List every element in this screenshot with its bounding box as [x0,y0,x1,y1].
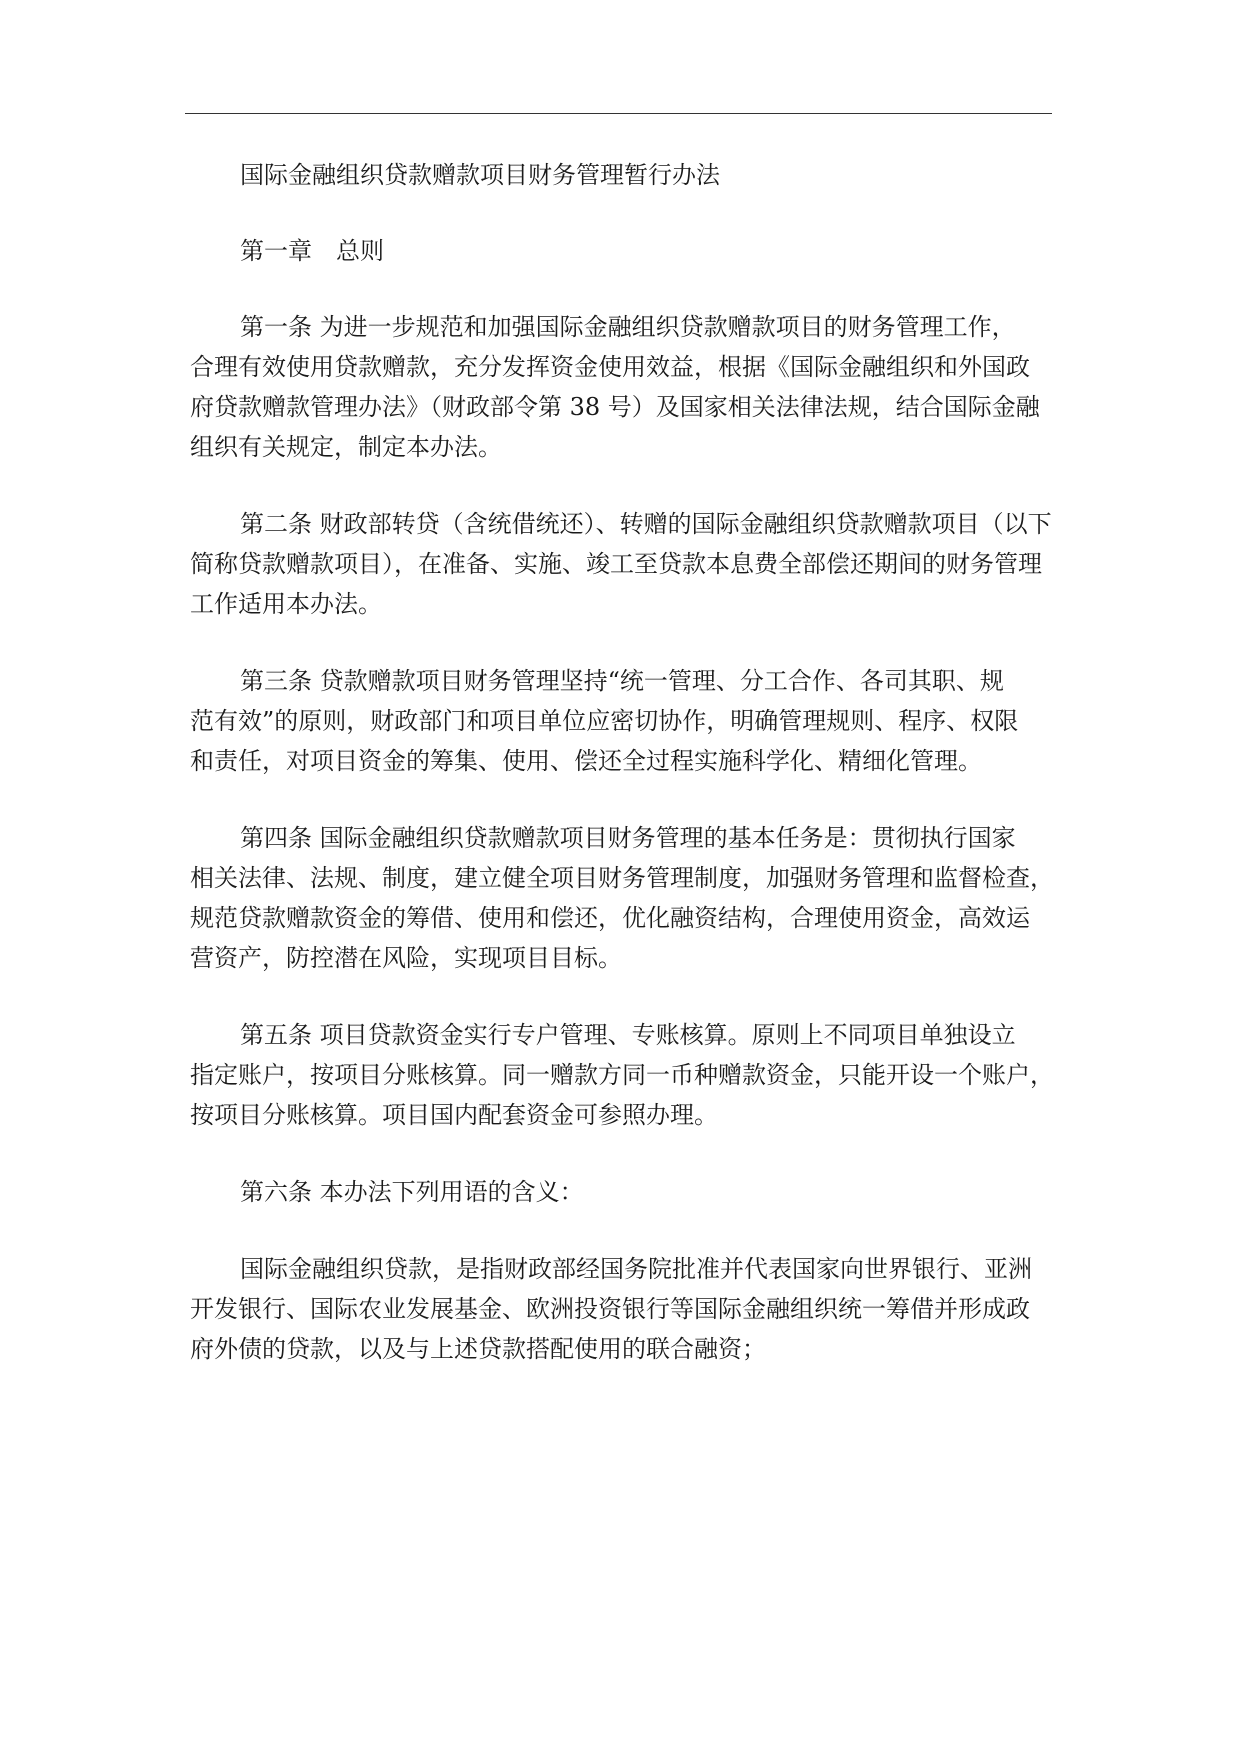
article-line: 和责任，对项目资金的筹集、使用、偿还全过程实施科学化、精细化管理。 [190,747,982,775]
article-3 [190,661,1052,781]
spacer [190,978,1052,1015]
chapter-heading: 第一章 总则 [240,237,384,265]
article-line: 简称贷款赠款项目），在准备、实施、竣工至贷款本息费全部偿还期间的财务管理 [190,550,1042,578]
spacer [190,1135,1052,1172]
article-line: 国际金融组织贷款，是指财政部经国务院批准并代表国家向世界银行、亚洲 [240,1255,1032,1283]
article-4 [190,818,1052,978]
article-line: 按项目分账核算。项目国内配套资金可参照办理。 [190,1101,718,1129]
article-line: 相关法律、法规、制度，建立健全项目财务管理制度，加强财务管理和监督检查， [190,864,1054,892]
article-line: 第五条 项目贷款资金实行专户管理、专账核算。原则上不同项目单独设立 [240,1021,1016,1049]
article-line: 府贷款赠款管理办法》（财政部令第 38 号）及国家相关法律法规，结合国际金融 [190,393,1040,421]
spacer [190,271,1052,307]
article-2 [190,504,1052,624]
article-1 [190,307,1052,467]
spacer [190,467,1052,504]
article-5 [190,1015,1052,1135]
document-body [190,155,1052,1369]
article-line: 第二条 财政部转贷（含统借统还）、转赠的国际金融组织贷款赠款项目（以下 [240,510,1052,538]
article-line: 组织有关规定，制定本办法。 [190,433,502,461]
spacer [190,1212,1052,1249]
article-line: 第一条 为进一步规范和加强国际金融组织贷款赠款项目的财务管理工作， [240,313,1016,341]
spacer [190,781,1052,818]
article-line: 府外债的贷款，以及与上述贷款搭配使用的联合融资； [190,1335,766,1363]
article-line: 开发银行、国际农业发展基金、欧洲投资银行等国际金融组织统一筹借并形成政 [190,1295,1030,1323]
article-6 [190,1172,1052,1212]
article-line: 范有效”的原则，财政部门和项目单位应密切协作，明确管理规则、程序、权限 [190,707,1019,735]
article-line: 规范贷款赠款资金的筹借、使用和偿还，优化融资结构，合理使用资金，高效运 [190,904,1030,932]
article-line: 第六条 本办法下列用语的含义： [240,1178,584,1206]
article-line: 合理有效使用贷款赠款，充分发挥资金使用效益，根据《国际金融组织和外国政 [190,353,1030,381]
definition-paragraph [190,1249,1052,1369]
article-line: 工作适用本办法。 [190,590,382,618]
spacer [190,624,1052,661]
article-line: 指定账户，按项目分账核算。同一赠款方同一币种赠款资金，只能开设一个账户， [190,1061,1054,1089]
article-line: 营资产，防控潜在风险，实现项目目标。 [190,944,622,972]
article-line: 第三条 贷款赠款项目财务管理坚持“统一管理、分工合作、各司其职、规 [240,667,1004,695]
article-line: 第四条 国际金融组织贷款赠款项目财务管理的基本任务是：贯彻执行国家 [240,824,1016,852]
spacer [190,195,1052,231]
document-title: 国际金融组织贷款赠款项目财务管理暂行办法 [240,161,720,189]
header-rule [185,113,1052,114]
